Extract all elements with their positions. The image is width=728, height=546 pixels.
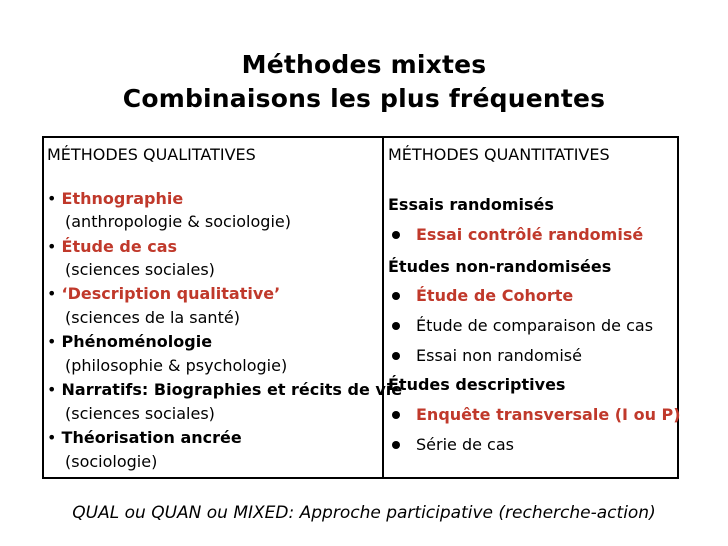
column-divider	[382, 136, 384, 479]
group-heading: Études non-randomisées	[388, 257, 612, 276]
slide-title: Méthodes mixtes	[241, 50, 487, 79]
bullet-icon	[392, 441, 400, 449]
method-name: Étude de cas	[61, 237, 178, 256]
method-discipline: (sciences sociales)	[65, 404, 215, 423]
group-heading: Études descriptives	[388, 375, 566, 394]
list-item	[388, 286, 573, 306]
method-discipline: (sciences sociales)	[65, 260, 215, 279]
bullet-icon: •	[47, 189, 57, 208]
bullet-icon	[392, 292, 400, 300]
method-name: Étude de Cohorte	[416, 286, 574, 305]
bullet-icon: •	[47, 332, 57, 351]
method-discipline: (anthropologie & sociologie)	[65, 212, 291, 231]
qualitative-header: MÉTHODES QUALITATIVES	[47, 145, 256, 164]
list-item	[47, 428, 242, 448]
list-item	[388, 435, 514, 455]
list-item	[47, 380, 402, 400]
list-item	[388, 346, 582, 366]
method-name: Étude de comparaison de cas	[416, 316, 654, 335]
list-item	[388, 405, 681, 425]
bullet-icon: •	[47, 284, 57, 303]
method-name: Essai contrôlé randomisé	[416, 225, 644, 244]
list-item	[47, 284, 280, 304]
method-name: Enquête transversale (I ou P)	[416, 405, 681, 424]
group-heading: Essais randomisés	[388, 195, 554, 214]
slide-subtitle: Combinaisons les plus fréquentes	[122, 84, 606, 113]
bullet-icon	[392, 231, 400, 239]
footer-note: QUAL ou QUAN ou MIXED: Approche participative (recherche-action)	[72, 503, 656, 523]
bullet-icon	[392, 352, 400, 360]
list-item	[388, 225, 643, 245]
list-item	[388, 316, 653, 336]
bullet-icon	[392, 411, 400, 419]
bullet-icon: •	[47, 237, 57, 256]
method-name: Série de cas	[416, 435, 514, 454]
bullet-icon: •	[47, 380, 57, 399]
method-discipline: (philosophie & psychologie)	[65, 356, 288, 375]
quantitative-header: MÉTHODES QUANTITATIVES	[388, 145, 610, 164]
method-discipline: (sciences de la santé)	[65, 308, 240, 327]
method-name: Narratifs: Biographies et récits de vie	[61, 380, 403, 399]
method-name: Phénoménologie	[61, 332, 213, 351]
list-item	[47, 332, 212, 352]
list-item	[47, 189, 183, 209]
method-name: Ethnographie	[61, 189, 184, 208]
method-discipline: (sociologie)	[65, 452, 158, 471]
bullet-icon	[392, 322, 400, 330]
method-name: ‘Description qualitative’	[61, 284, 281, 303]
bullet-icon: •	[47, 428, 57, 447]
method-name: Essai non randomisé	[416, 346, 582, 365]
method-name: Théorisation ancrée	[61, 428, 242, 447]
list-item	[47, 237, 177, 257]
